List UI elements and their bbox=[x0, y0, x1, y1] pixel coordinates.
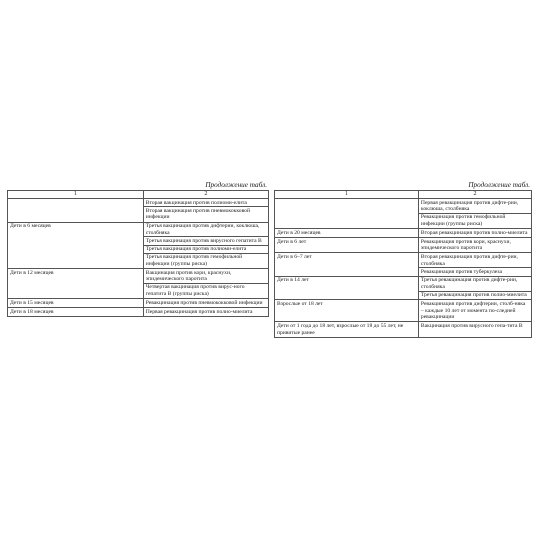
vaccination-schedule-table bbox=[274, 190, 532, 338]
vaccination-entry: Первая ревакцинация против дифте-рии, коклюша, столбняка bbox=[420, 199, 519, 213]
table-row bbox=[8, 299, 269, 308]
table-row bbox=[8, 308, 269, 317]
vaccination-entry: Ревакцинация против дифтерии, столб-няка – каждые 10 лет от момента по-следней ревакцинации bbox=[420, 301, 526, 321]
vaccination-entry: Третья ревакцинация против полио-миелита bbox=[419, 291, 531, 299]
age-cell: Дети в 15 месяцев bbox=[8, 299, 144, 308]
table-row bbox=[275, 237, 532, 252]
age-cell: Дети от 1 года до 18 лет, взрослые от 18 до 55 лет, не привитые ранее bbox=[275, 322, 419, 337]
age-cell: Дети в 6–7 лет bbox=[275, 253, 419, 277]
column-header-1: 1 bbox=[8, 191, 144, 199]
age-cell bbox=[275, 199, 419, 229]
vaccination-cell bbox=[418, 229, 531, 238]
table-row bbox=[275, 253, 532, 277]
table-row bbox=[275, 199, 532, 229]
vaccination-cell bbox=[143, 222, 268, 269]
vaccination-cell bbox=[418, 237, 531, 252]
vaccination-cell bbox=[418, 199, 531, 229]
vaccination-cell bbox=[418, 253, 531, 277]
right-table-panel bbox=[274, 181, 532, 338]
column-header-1: 1 bbox=[275, 191, 419, 199]
vaccination-entry: Вакцинация против вирусного гепа-тита В bbox=[420, 323, 523, 329]
age-cell: Дети в 6 лет bbox=[275, 237, 419, 252]
vaccination-entry: Третья вакцинация против полиоми-елита bbox=[144, 245, 268, 253]
table-row bbox=[275, 300, 532, 322]
vaccination-entry: Третья вакцинация против гемофильной инфекции (группы риска) bbox=[144, 253, 268, 268]
vaccination-entry: Третья ревакцинация против дифте-рии, столбняка bbox=[420, 277, 518, 291]
header-row bbox=[8, 191, 269, 199]
vaccination-cell bbox=[143, 308, 268, 317]
vaccination-cell bbox=[143, 269, 268, 299]
age-cell bbox=[8, 199, 144, 223]
age-cell: Взрослые от 18 лет bbox=[275, 300, 419, 322]
vaccination-entry: Первая ревакцинация против полио-миелита bbox=[145, 308, 253, 315]
header-row bbox=[275, 191, 532, 199]
continuation-caption: Продолжение табл. bbox=[205, 181, 267, 189]
age-cell: Дети в 14 лет bbox=[275, 276, 419, 300]
vaccination-entry: Третья вакцинация против дифтерии, коклюша, столбняка bbox=[145, 223, 260, 236]
vaccination-cell bbox=[143, 199, 268, 223]
continuation-caption: Продолжение табл. bbox=[468, 181, 530, 189]
vaccination-entry: Вакцинация против кори, краснухи, эпидемического паротита bbox=[145, 269, 232, 283]
vaccination-entry: Ревакцинация против пневмококковой инфекции bbox=[145, 299, 263, 306]
table-row bbox=[275, 276, 532, 300]
vaccination-cell bbox=[418, 300, 531, 322]
vaccination-entry: Вторая вакцинация против пневмококковой инфекции bbox=[144, 206, 268, 221]
age-cell: Дети в 12 месяцев bbox=[8, 269, 144, 299]
vaccination-entry: Вторая вакцинация против полиоми-елита bbox=[145, 199, 247, 206]
table-row bbox=[8, 222, 269, 269]
vaccination-cell bbox=[418, 322, 531, 337]
vaccination-cell bbox=[418, 276, 531, 300]
vaccination-entry: Ревакцинация против гемофильной инфекции (группы риска) bbox=[419, 213, 531, 228]
vaccination-entry: Третья вакцинация против вирусного гепатита В bbox=[144, 236, 268, 244]
age-cell: Дети в 18 месяцев bbox=[8, 308, 144, 317]
age-cell: Дети в 20 месяцев bbox=[275, 229, 419, 238]
vaccination-entry: Вторая ревакцинация против полио-миелита bbox=[420, 229, 528, 236]
table-row bbox=[8, 269, 269, 299]
table-row bbox=[275, 229, 532, 238]
vaccination-cell bbox=[143, 299, 268, 308]
vaccination-entry: Ревакцинация против туберкулеза bbox=[419, 267, 531, 275]
vaccination-entry: Вторая ревакцинация против дифте-рии, столбняка bbox=[420, 253, 518, 267]
table-row bbox=[8, 199, 269, 223]
vaccination-schedule-table bbox=[7, 190, 269, 317]
column-header-2: 2 bbox=[143, 191, 268, 199]
left-table-panel bbox=[7, 181, 269, 317]
table-row bbox=[275, 322, 532, 337]
column-header-2: 2 bbox=[418, 191, 531, 199]
vaccination-entry: Четвертая вакцинация против вирус-ного гепатита В (группы риска) bbox=[144, 283, 268, 298]
vaccination-entry: Ревакцинация против кори, краснухи, эпидемического паротита bbox=[420, 238, 511, 252]
age-cell: Дети в 6 месяцев bbox=[8, 222, 144, 269]
